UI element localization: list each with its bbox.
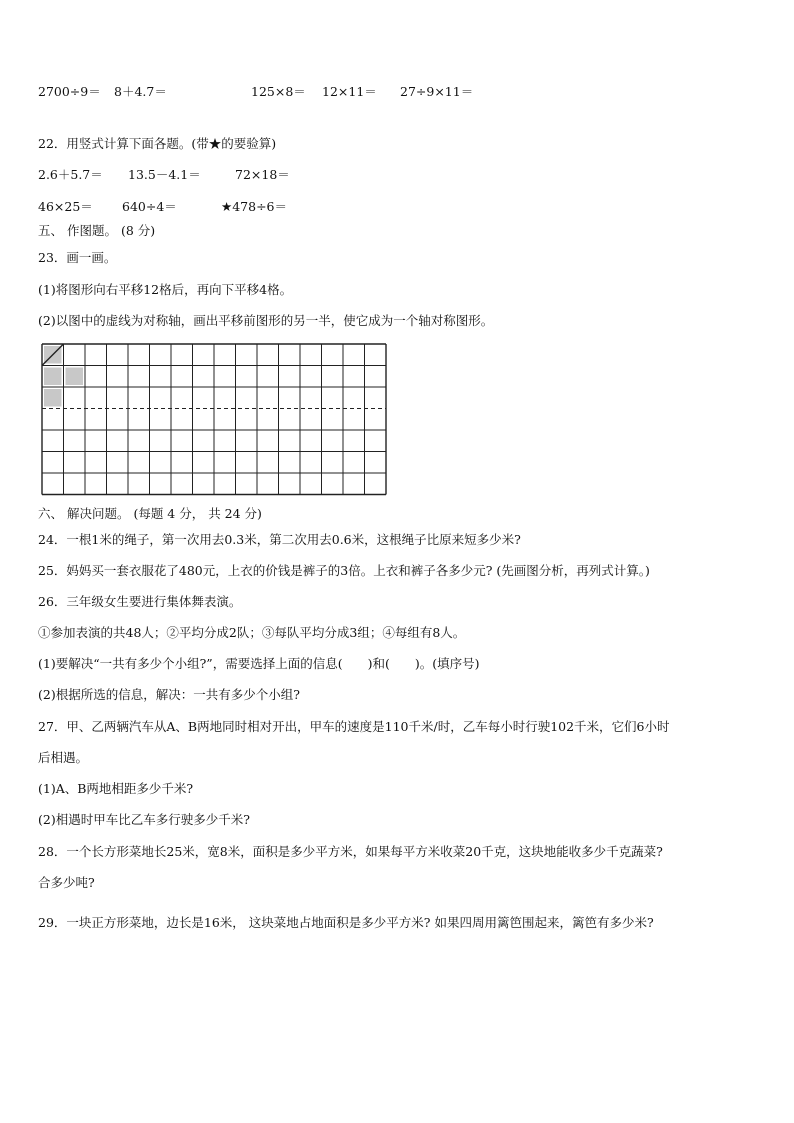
- calc-item: 13.5－4.1＝: [128, 167, 201, 182]
- calc-item: 2700÷9＝: [38, 84, 101, 99]
- shaded-cell: [44, 389, 62, 407]
- shaded-cell: [44, 368, 62, 386]
- calc-item: 125×8＝: [251, 84, 306, 99]
- calc-item: 2.6＋5.7＝: [38, 167, 103, 182]
- q22-row1: [0, 167, 794, 183]
- q27-line2: 后相遇。: [38, 750, 89, 765]
- q26-info: ①参加表演的共48人；②平均分成2队；③每队平均分成3组；④每组有8人。: [38, 625, 466, 640]
- q22-title: 22．用竖式计算下面各题。(带★的要验算): [38, 136, 277, 151]
- q25: 25．妈妈买一套衣服花了480元，上衣的价钱是裤子的3倍。上衣和裤子各多少元? (先画图分析，再列式计算。): [38, 563, 650, 578]
- q26-part1: (1)要解决“一共有多少个小组?”，需要选择上面的信息( )和( )。(填序号): [38, 656, 480, 671]
- q26-title: 26．三年级女生要进行集体舞表演。: [38, 594, 242, 609]
- calc-item: 8＋4.7＝: [114, 84, 167, 99]
- grid-svg: [41, 343, 389, 497]
- calc-item: 27÷9×11＝: [400, 84, 474, 99]
- section-heading: 五、 作图题。 (8 分): [38, 223, 156, 238]
- q23-part1: (1)将图形向右平移12格后，再向下平移4格。: [38, 282, 293, 297]
- q23-part2: (2)以图中的虚线为对称轴，画出平移前图形的另一半，使它成为一个轴对称图形。: [38, 313, 494, 328]
- q23-title: 23．画一画。: [38, 250, 117, 265]
- calc-item: 12×11＝: [322, 84, 377, 99]
- q28-line2: 合多少吨?: [38, 875, 95, 890]
- shaded-cell: [66, 368, 84, 386]
- q27-line1: 27．甲、乙两辆汽车从A、B两地同时相对开出，甲车的速度是110千米/时，乙车每小时行驶102千米，它们6小时: [38, 719, 670, 734]
- calc-item: 640÷4＝: [122, 199, 177, 214]
- q24: 24．一根1米的绳子，第一次用去0.3米，第二次用去0.6米，这根绳子比原来短多少米?: [38, 532, 521, 547]
- q26-part2: (2)根据所选的信息，解决：一共有多少个小组?: [38, 687, 300, 702]
- section-heading: 六、 解决问题。 (每题 4 分， 共 24 分): [38, 506, 262, 521]
- drawing-grid: [41, 343, 389, 497]
- q27-part1: (1)A、B两地相距多少千米?: [38, 781, 194, 796]
- calc-row: [0, 84, 794, 100]
- q22-row2: [0, 199, 794, 215]
- q28-line1: 28．一个长方形菜地长25米，宽8米，面积是多少平方米，如果每平方米收菜20千克，这块地能收多少千克蔬菜?: [38, 844, 663, 859]
- calc-item: 72×18＝: [235, 167, 290, 182]
- calc-item: 46×25＝: [38, 199, 93, 214]
- q27-part2: (2)相遇时甲车比乙车多行驶多少千米?: [38, 812, 250, 827]
- calc-item: ★478÷6＝: [221, 199, 287, 214]
- q29: 29．一块正方形菜地，边长是16米， 这块菜地占地面积是多少平方米? 如果四周用篱笆围起来，篱笆有多少米?: [38, 915, 654, 930]
